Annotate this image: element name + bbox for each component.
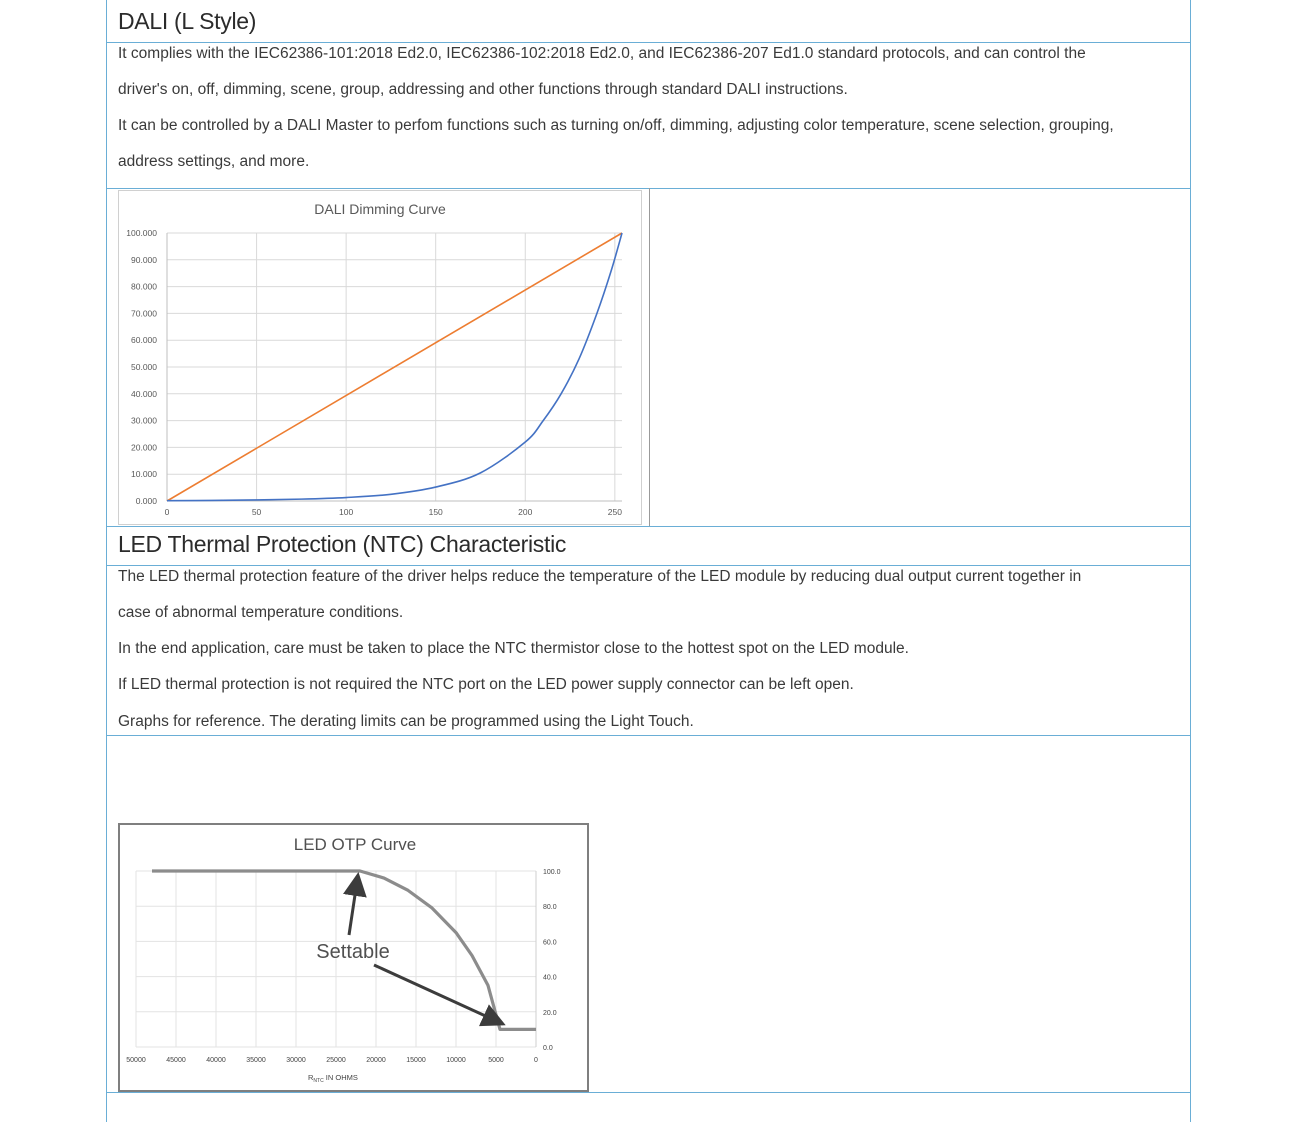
y-tick-label: 0.0 [543, 1045, 553, 1052]
x-tick-label: 30000 [286, 1057, 306, 1064]
y-tick-label: 0.000 [135, 496, 157, 506]
led-otp-chart [118, 823, 589, 1092]
paragraph-line: It complies with the IEC62386-101:2018 Ed2.0, IEC62386-102:2018 Ed2.0, and IEC62386-207 Ed1.0 standard protocols, and can control the [118, 45, 1086, 62]
y-tick-label: 50.000 [131, 362, 157, 372]
section-divider [106, 526, 1191, 527]
dali-dimming-chart [118, 190, 642, 525]
x-tick-label: 5000 [488, 1057, 504, 1064]
section-divider [106, 1092, 1191, 1093]
section-divider [106, 565, 1191, 566]
y-tick-label: 90.000 [131, 254, 157, 265]
table-cell-divider [649, 188, 650, 526]
paragraph-line: The LED thermal protection feature of the driver helps reduce the temperature of the LED module by reducing dual output current together in [118, 568, 1082, 585]
paragraph-line: It can be controlled by a DALI Master to perfom functions such as turning on/off, dimming, adjusting color temperature, scene selection, grouping, [118, 117, 1114, 134]
x-tick-label: 50000 [126, 1057, 146, 1064]
x-tick-label: 45000 [166, 1057, 186, 1064]
chart-title: LED OTP Curve [293, 835, 417, 854]
x-tick-label: 20000 [366, 1057, 386, 1064]
chart-title: DALI Dimming Curve [314, 201, 446, 217]
settable-annotation: Settable [316, 941, 390, 963]
y-tick-label: 60.000 [131, 335, 157, 346]
x-tick-label: 40000 [206, 1057, 226, 1064]
x-tick-label: 10000 [446, 1057, 466, 1064]
y-tick-label: 70.000 [131, 308, 157, 319]
y-tick-label: 40.0 [543, 974, 557, 982]
y-tick-label: 100.0 [543, 869, 561, 876]
y-tick-label: 80.0 [543, 904, 557, 912]
paragraph-line: case of abnormal temperature conditions. [118, 604, 404, 621]
paragraph-line: driver's on, off, dimming, scene, group, addressing and other functions through standard DALI instructions. [118, 81, 848, 98]
section-title-ntc: LED Thermal Protection (NTC) Characteristic [118, 531, 567, 557]
x-tick-label: 250 [607, 507, 622, 517]
x-tick-label: 35000 [246, 1057, 266, 1064]
section-divider [106, 42, 1191, 43]
y-tick-label: 40.000 [131, 388, 157, 399]
y-tick-label: 20.0 [543, 1009, 557, 1017]
paragraph-line: address settings, and more. [118, 153, 310, 170]
x-tick-label: 15000 [406, 1057, 426, 1064]
paragraph-line: In the end application, care must be taken to place the NTC thermistor close to the hottest spot on the LED module. [118, 640, 909, 657]
y-tick-label: 80.000 [131, 281, 157, 292]
y-tick-label: 60.0 [543, 939, 557, 947]
y-tick-label: 100.000 [126, 228, 157, 238]
x-tick-label: 25000 [326, 1057, 346, 1064]
y-tick-label: 10.000 [131, 469, 157, 480]
x-tick-label: 200 [518, 507, 533, 517]
x-axis-label: $R_{NTC}$ IN OHMS [308, 1073, 358, 1084]
paragraph-line: Graphs for reference. The derating limits can be programmed using the Light Touch. [118, 713, 694, 730]
x-tick-label: 0 [164, 507, 170, 517]
x-tick-label: 50 [251, 507, 262, 517]
y-tick-label: 20.000 [131, 442, 157, 453]
section-divider [106, 735, 1191, 736]
section-title-dali: DALI (L Style) [118, 8, 257, 34]
x-tick-label: 150 [428, 507, 443, 517]
x-tick-label: 100 [339, 507, 354, 517]
paragraph-line: If LED thermal protection is not required the NTC port on the LED power supply connector can be left open. [118, 676, 854, 693]
x-tick-label: 0 [534, 1057, 538, 1064]
y-tick-label: 30.000 [131, 415, 157, 426]
